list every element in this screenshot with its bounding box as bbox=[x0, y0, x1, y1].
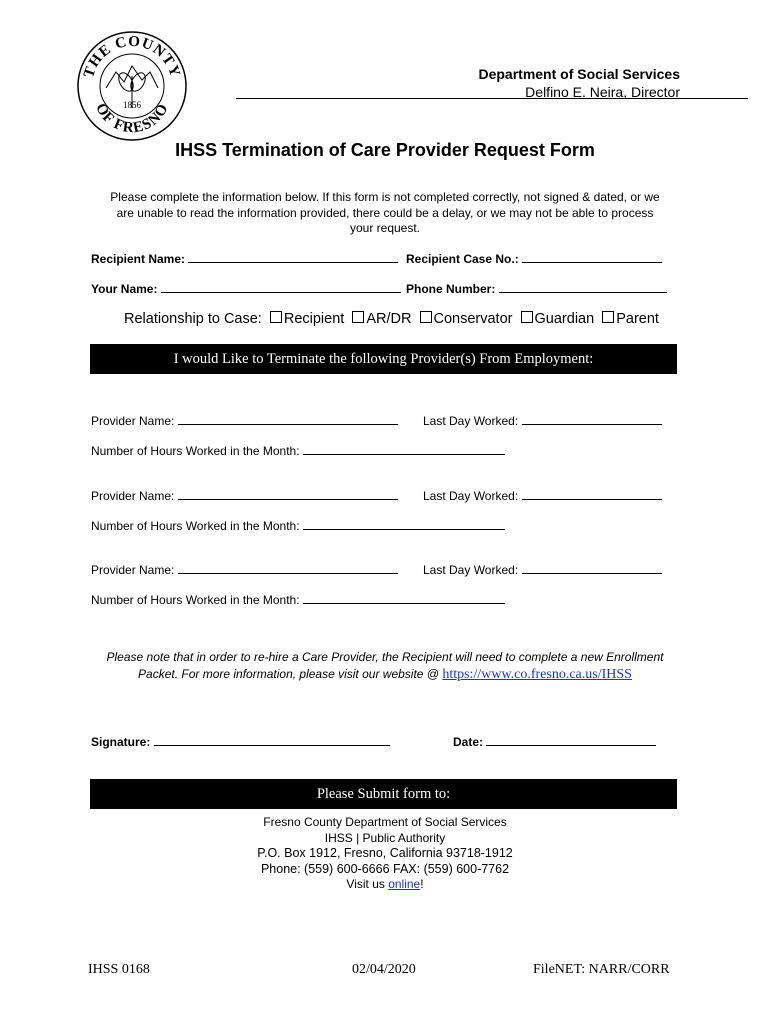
visit-suffix: ! bbox=[420, 877, 424, 891]
checkbox-guardian[interactable] bbox=[521, 311, 533, 323]
date-field[interactable] bbox=[486, 733, 656, 746]
provider-name-row bbox=[91, 561, 398, 577]
checkbox-ar-dr[interactable] bbox=[352, 311, 364, 323]
recipient-case-label: Recipient Case No.: bbox=[406, 252, 519, 266]
signature-label: Signature: bbox=[91, 735, 151, 749]
option-ar-dr-label: AR/DR bbox=[366, 311, 412, 327]
hours-field[interactable] bbox=[303, 442, 505, 455]
last-day-label: Last Day Worked: bbox=[423, 563, 519, 577]
hours-row bbox=[91, 591, 505, 607]
phone-number-field[interactable] bbox=[499, 280, 667, 293]
intro-text bbox=[90, 190, 680, 237]
provider-name-label: Provider Name: bbox=[91, 414, 175, 428]
your-name-field[interactable] bbox=[161, 280, 401, 293]
seal-bottom-text: OF FRESNO bbox=[92, 100, 172, 137]
terminate-banner: I would Like to Terminate the following Provider(s) From Employment: bbox=[90, 344, 677, 374]
last-day-field[interactable] bbox=[522, 412, 662, 425]
signature-field[interactable] bbox=[154, 733, 390, 746]
intro-line: your request. bbox=[349, 221, 421, 235]
submit-banner: Please Submit form to: bbox=[90, 779, 677, 809]
your-name-row bbox=[91, 280, 401, 296]
option-parent-label: Parent bbox=[616, 311, 659, 327]
form-title: IHSS Termination of Care Provider Request Form bbox=[175, 140, 595, 160]
phone-number-row bbox=[406, 280, 667, 296]
recipient-case-field[interactable] bbox=[522, 250, 662, 263]
provider-name-field[interactable] bbox=[178, 487, 398, 500]
last-day-field[interactable] bbox=[522, 487, 662, 500]
checkbox-parent[interactable] bbox=[602, 311, 614, 323]
phone-number-label: Phone Number: bbox=[406, 282, 496, 296]
intro-line: Please complete the information below. If this form is not completed correctly, not signed & dated, or we bbox=[110, 190, 660, 204]
rehire-note bbox=[80, 649, 690, 683]
checkbox-recipient[interactable] bbox=[270, 311, 282, 323]
provider-name-label: Provider Name: bbox=[91, 489, 175, 503]
relationship-label: Relationship to Case: bbox=[124, 311, 262, 327]
address-line: P.O. Box 1912, Fresno, California 93718-1912 bbox=[257, 846, 513, 860]
signature-row bbox=[91, 733, 390, 749]
form-date: 02/04/2020 bbox=[352, 962, 416, 977]
submit-address bbox=[0, 815, 770, 893]
seal-top-text: THE COUNTY bbox=[80, 33, 184, 80]
last-day-label: Last Day Worked: bbox=[423, 489, 519, 503]
intro-line: are unable to read the information provided, there could be a delay, or we may not be able to process bbox=[116, 205, 654, 220]
hours-row bbox=[91, 517, 505, 533]
relationship-row bbox=[124, 311, 659, 327]
seal-year: 1856 bbox=[123, 100, 141, 110]
form-number: IHSS 0168 bbox=[88, 962, 150, 977]
provider-name-field[interactable] bbox=[178, 412, 398, 425]
last-day-row bbox=[423, 561, 662, 577]
header-rule bbox=[236, 98, 748, 99]
last-day-row bbox=[423, 412, 662, 428]
recipient-name-field[interactable] bbox=[188, 250, 398, 263]
phone-fax-line: Phone: (559) 600-6666 FAX: (559) 600-7762 bbox=[260, 861, 510, 876]
your-name-label: Your Name: bbox=[91, 282, 158, 296]
provider-name-row bbox=[91, 412, 398, 428]
provider-name-field[interactable] bbox=[178, 561, 398, 574]
provider-name-label: Provider Name: bbox=[91, 563, 175, 577]
note-line: Please note that in order to re-hire a Care Provider, the Recipient will need to complete a new Enrollment bbox=[106, 650, 664, 664]
hours-label: Number of Hours Worked in the Month: bbox=[91, 519, 300, 533]
last-day-row bbox=[423, 487, 662, 503]
provider-name-row bbox=[91, 487, 398, 503]
date-row bbox=[453, 733, 656, 749]
address-line: IHSS | Public Authority bbox=[324, 830, 446, 845]
online-link[interactable]: online bbox=[388, 877, 421, 891]
hours-field[interactable] bbox=[303, 591, 505, 604]
option-conservator-label: Conservator bbox=[433, 311, 513, 327]
svg-text:THE COUNTY bbox=[81, 34, 183, 80]
option-guardian-label: Guardian bbox=[534, 311, 595, 327]
last-day-label: Last Day Worked: bbox=[423, 414, 519, 428]
department-name: Department of Social Services bbox=[478, 66, 680, 82]
option-recipient-label: Recipient bbox=[283, 311, 345, 327]
director-name: Delfino E. Neira, Director bbox=[525, 84, 680, 100]
visit-text: Visit us bbox=[346, 877, 389, 891]
hours-field[interactable] bbox=[303, 517, 505, 530]
note-line: Packet. For more information, please visit our website @ bbox=[138, 667, 443, 681]
last-day-field[interactable] bbox=[522, 561, 662, 574]
checkbox-conservator[interactable] bbox=[420, 311, 432, 323]
date-label: Date: bbox=[453, 735, 484, 749]
hours-label: Number of Hours Worked in the Month: bbox=[91, 593, 300, 607]
county-seal-logo bbox=[76, 30, 188, 142]
address-line: Fresno County Department of Social Services bbox=[263, 815, 507, 829]
ihss-website-link[interactable]: https://www.co.fresno.ca.us/IHSS bbox=[442, 667, 632, 682]
hours-row bbox=[91, 442, 505, 458]
filenet-code: FileNET: NARR/CORR bbox=[533, 962, 670, 977]
recipient-name-row bbox=[91, 250, 398, 266]
hours-label: Number of Hours Worked in the Month: bbox=[91, 444, 300, 458]
recipient-name-label: Recipient Name: bbox=[91, 252, 186, 266]
recipient-case-row bbox=[406, 250, 662, 266]
